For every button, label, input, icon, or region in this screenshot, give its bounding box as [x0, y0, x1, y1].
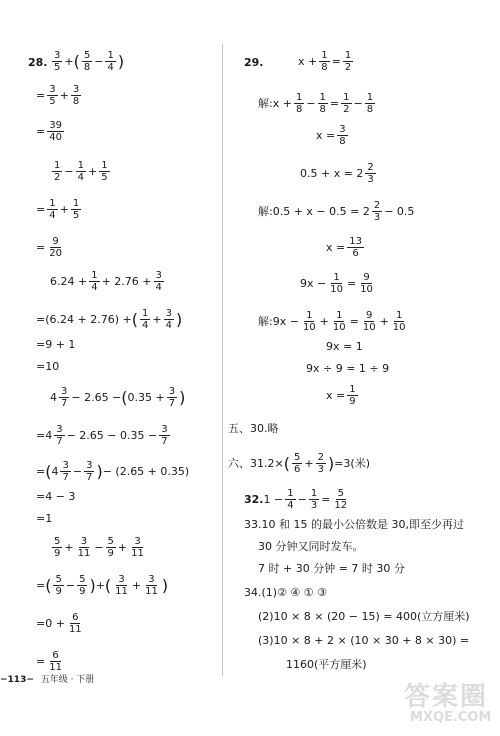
fraction: $\frac{9}{10}$ [362, 310, 376, 333]
fraction: $\frac{3}{7}$ [56, 424, 63, 447]
question-33-line-2: 30 分钟又同时发车。 [258, 540, 364, 553]
fraction: $\frac{1}{10}$ [302, 310, 316, 333]
fraction: $\frac{2}{3}$ [373, 200, 381, 223]
fraction: $\frac{1}{3}$ [310, 488, 318, 511]
fraction: $\frac{1}{4}$ [287, 488, 294, 511]
question-34-line-4: 1160(平方厘米) [286, 658, 367, 671]
fraction: $\frac{1}{4}$ [141, 308, 149, 331]
q28c-line-8: =(6.24 + 2.76) + ( $\frac{1}{4}$ + $\frac{3}{4}$ ) [36, 308, 183, 331]
q29b-line-4: 0.5 + x = 2 $\frac{2}{3}$ [300, 162, 374, 185]
fraction: $\frac{6}{11}$ [68, 612, 82, 635]
fraction: $\frac{3}{11}$ [131, 536, 144, 559]
q28b-line-6: = $\frac{9}{20}$ [36, 236, 62, 259]
q29-line-1: x + $\frac{1}{8}$ = $\frac{1}{2}$ [298, 50, 352, 73]
q28c-line-7: 6.24 + $\frac{1}{4}$ + 2.76 + $\frac{3}{4}$ [50, 270, 162, 293]
q28c-line-10: =10 [36, 360, 60, 373]
q28d-line-15: =1 [36, 512, 53, 525]
fraction: $\frac{2}{3}$ [367, 162, 374, 185]
question-34-line-2: (2)10 × 8 × (20 − 15) = 400(立方厘米) [258, 610, 470, 623]
q28e-line-18: =0 + $\frac{6}{11}$ [36, 612, 82, 635]
fraction: $\frac{1}{10}$ [330, 272, 343, 295]
fraction: $\frac{13}{6}$ [349, 236, 362, 259]
question-29-label: 29. [244, 56, 264, 69]
page-footer [0, 672, 94, 685]
q29c-line-9: 9x = 1 [326, 340, 363, 353]
fraction: $\frac{3}{8}$ [339, 124, 346, 147]
question-34-line-3: (3)10 × 8 + 2 × (10 × 30 + 8 × 30) = [258, 634, 470, 647]
q29b-line-6: x = $\frac{13}{6}$ [326, 236, 362, 259]
question-33-line-3: 7 时 + 30 分钟 = 7 时 30 分 [258, 562, 405, 575]
q29c-line-7: 9x − $\frac{1}{10}$ = $\frac{9}{10}$ [300, 272, 373, 295]
fraction: $\frac{3}{5}$ [49, 84, 56, 107]
fraction: $\frac{1}{4}$ [107, 50, 114, 73]
fraction: $\frac{3}{7}$ [161, 424, 168, 447]
q28d-line-13: = ( 4 $\frac{3}{7}$ − $\frac{3}{7}$ ) − (2.65 + 0.35) [36, 460, 190, 483]
fraction: $\frac{5}{8}$ [83, 50, 91, 73]
fraction: $\frac{1}{5}$ [72, 198, 80, 221]
q28e-line-16: $\frac{5}{9}$ + $\frac{3}{11}$ − $\frac{5}{9}$ + $\frac{3}{11}$ [54, 536, 144, 559]
fraction: $\frac{1}{4}$ [49, 198, 56, 221]
q29-line-2: 解:x + $\frac{1}{8}$ − $\frac{1}{8}$ = $\frac{1}{2}$ − $\frac{1}{8}$ [258, 92, 374, 115]
fraction: $\frac{3}{4}$ [165, 308, 172, 331]
q29-left-line-4: $\frac{1}{2}$ − $\frac{1}{4}$ + $\frac{1}{5}$ [54, 160, 108, 183]
q29b-line-5: 解:0.5 + x − 0.5 = 2 $\frac{2}{3}$ − 0.5 [258, 200, 415, 223]
page-number: −113− [0, 675, 34, 685]
watermark-text: 答案圈 [404, 682, 489, 712]
fraction: $\frac{3}{8}$ [72, 84, 80, 107]
watermark-url: MXQE.COM [410, 710, 492, 725]
q29c-line-8: 解:9x − $\frac{1}{10}$ + $\frac{1}{10}$ = $\frac{9}{10}$ + $\frac{1}{10}$ [258, 310, 406, 333]
fraction: $\frac{1}{5}$ [101, 160, 108, 183]
q29c-line-10: 9x ÷ 9 = 1 ÷ 9 [306, 362, 390, 375]
column-divider [222, 44, 223, 676]
q28d-line-11: 4 $\frac{3}{7}$ − 2.65 − ( 0.35 + $\frac{3}{7}$ ) [50, 386, 186, 409]
fraction: $\frac{3}{4}$ [155, 270, 162, 293]
fraction: $\frac{3}{11}$ [115, 574, 128, 597]
fraction: $\frac{1}{8}$ [319, 92, 326, 115]
fraction: $\frac{9}{10}$ [360, 272, 373, 295]
fraction: $\frac{1}{2}$ [54, 160, 61, 183]
question-33-line-1: 33.10 和 15 的最小公倍数是 30,即至少再过 [244, 518, 464, 531]
q28d-line-14: =4 − 3 [36, 490, 76, 503]
q28-line-3: = $\frac{39}{40}$ [36, 120, 62, 143]
fraction: $\frac{1}{8}$ [321, 50, 328, 73]
q28e-line-17: = ( $\frac{5}{9}$ − $\frac{5}{9}$ ) + ( $\frac{3}{11}$ + $\frac{3}{11}$ ) [36, 574, 169, 597]
q28-line-1: $\frac{3}{5}$ + ( $\frac{5}{8}$ − $\frac{1}{4}$ ) [54, 50, 125, 73]
fraction: $\frac{1}{9}$ [349, 384, 356, 407]
fraction: $\frac{3}{7}$ [61, 386, 68, 409]
question-28-label: 28. [28, 56, 48, 69]
fraction: $\frac{1}{2}$ [344, 50, 352, 73]
fraction: $\frac{3}{7}$ [62, 460, 69, 483]
fraction: $\frac{3}{5}$ [54, 50, 61, 73]
q29-line-3: x = $\frac{3}{8}$ [316, 124, 346, 147]
fraction: $\frac{5}{9}$ [107, 536, 114, 559]
fraction: $\frac{5}{9}$ [79, 574, 86, 597]
question-30: 五、30.略 [228, 422, 279, 435]
fraction: $\frac{5}{9}$ [54, 536, 61, 559]
watermark-logo [398, 672, 494, 732]
fraction: $\frac{1}{8}$ [295, 92, 303, 115]
q28c-line-9: =9 + 1 [36, 338, 76, 351]
fraction: $\frac{3}{7}$ [168, 386, 176, 409]
fraction: $\frac{3}{11}$ [77, 536, 91, 559]
fraction: $\frac{1}{2}$ [343, 92, 350, 115]
fraction: $\frac{3}{7}$ [86, 460, 93, 483]
fraction: $\frac{9}{20}$ [49, 236, 62, 259]
q29c-line-11: x = $\frac{1}{9}$ [326, 384, 356, 407]
fraction: $\frac{5}{9}$ [55, 574, 62, 597]
fraction: $\frac{1}{8}$ [366, 92, 374, 115]
fraction: $\frac{1}{10}$ [392, 310, 406, 333]
q28-line-2: = $\frac{3}{5}$ + $\frac{3}{8}$ [36, 84, 80, 107]
q28e-line-19: = $\frac{6}{11}$ [36, 650, 62, 673]
fraction: $\frac{3}{11}$ [145, 574, 158, 597]
fraction: $\frac{1}{10}$ [332, 310, 346, 333]
fraction: $\frac{39}{40}$ [49, 120, 62, 143]
fraction: $\frac{5}{6}$ [293, 452, 301, 475]
question-31: 六、31.2× ( $\frac{5}{6}$ + $\frac{2}{3}$ ) =3(米) [228, 452, 370, 475]
fraction: $\frac{1}{4}$ [77, 160, 84, 183]
fraction: $\frac{6}{11}$ [49, 650, 62, 673]
question-34-line-1: 34.(1)② ④ ① ③ [244, 586, 328, 599]
q28d-line-12: =4 $\frac{3}{7}$ − 2.65 − 0.35 − $\frac{3}{7}$ [36, 424, 168, 447]
fraction: $\frac{5}{12}$ [334, 488, 348, 511]
fraction: $\frac{1}{4}$ [91, 270, 98, 293]
grade-label: 五年级 · 下册 [40, 675, 95, 685]
q28b-line-5: = $\frac{1}{4}$ + $\frac{1}{5}$ [36, 198, 80, 221]
question-32: 32. 1 − $\frac{1}{4}$ − $\frac{1}{3}$ = $\frac{5}{12}$ [244, 488, 348, 511]
fraction: $\frac{2}{3}$ [317, 452, 324, 475]
